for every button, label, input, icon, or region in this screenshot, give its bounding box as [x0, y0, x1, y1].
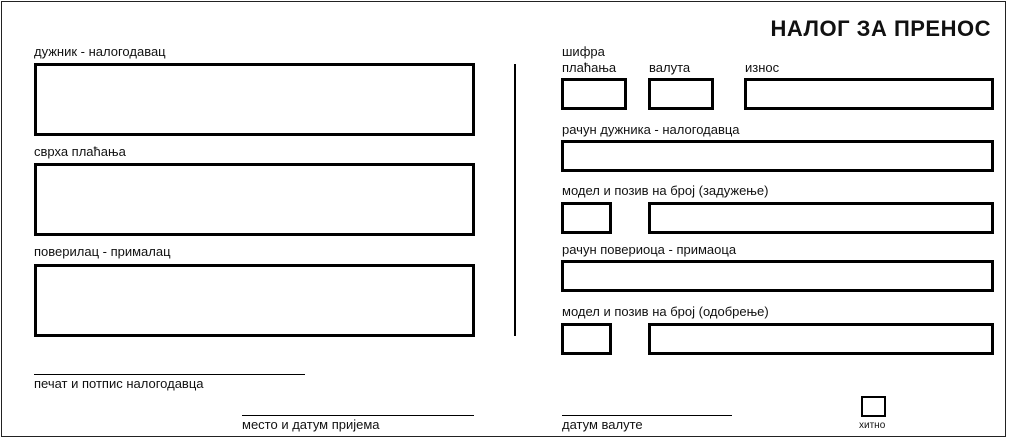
urgent-checkbox[interactable]: [861, 396, 886, 417]
stamp-signature-label: печат и потпис налогодавца: [34, 376, 204, 391]
amount-label: износ: [745, 60, 780, 75]
credit-reference-field[interactable]: [648, 323, 994, 355]
value-date-line[interactable]: [562, 415, 732, 416]
value-date-label: датум валуте: [562, 417, 643, 432]
place-date-line[interactable]: [242, 415, 474, 416]
stamp-signature-line[interactable]: [34, 374, 305, 375]
payer-account-label: рачун дужника - налогодавца: [562, 122, 740, 137]
form-title: НАЛОГ ЗА ПРЕНОС: [770, 16, 991, 41]
recipient-account-label: рачун повериоца - примаоца: [562, 242, 737, 257]
payer-account-field[interactable]: [561, 140, 994, 172]
place-date-label: место и датум пријема: [242, 417, 380, 432]
payment-code-field[interactable]: [561, 78, 627, 110]
recipient-label: поверилац - прималац: [34, 244, 171, 259]
purpose-field[interactable]: [34, 163, 475, 236]
credit-model-label: модел и позив на број (одобрење): [562, 304, 769, 319]
currency-field[interactable]: [648, 78, 714, 110]
recipient-field[interactable]: [34, 264, 475, 337]
debit-model-label: модел и позив на број (задужење): [562, 183, 769, 198]
payment-code-label-line1: шифра: [562, 44, 605, 59]
recipient-account-field[interactable]: [561, 260, 994, 292]
payer-label: дужник - налогодавац: [34, 44, 166, 59]
purpose-label: сврха плаћања: [34, 144, 126, 159]
payer-field[interactable]: [34, 63, 475, 136]
urgent-label: хитно: [859, 420, 886, 431]
payment-code-label-line2: плаћања: [562, 60, 617, 75]
column-divider: [514, 64, 516, 336]
payment-order-form: [1, 1, 1006, 437]
amount-field[interactable]: [744, 78, 994, 110]
currency-label: валута: [649, 60, 691, 75]
debit-reference-field[interactable]: [648, 202, 994, 234]
debit-model-field[interactable]: [561, 202, 612, 234]
credit-model-field[interactable]: [561, 323, 612, 355]
